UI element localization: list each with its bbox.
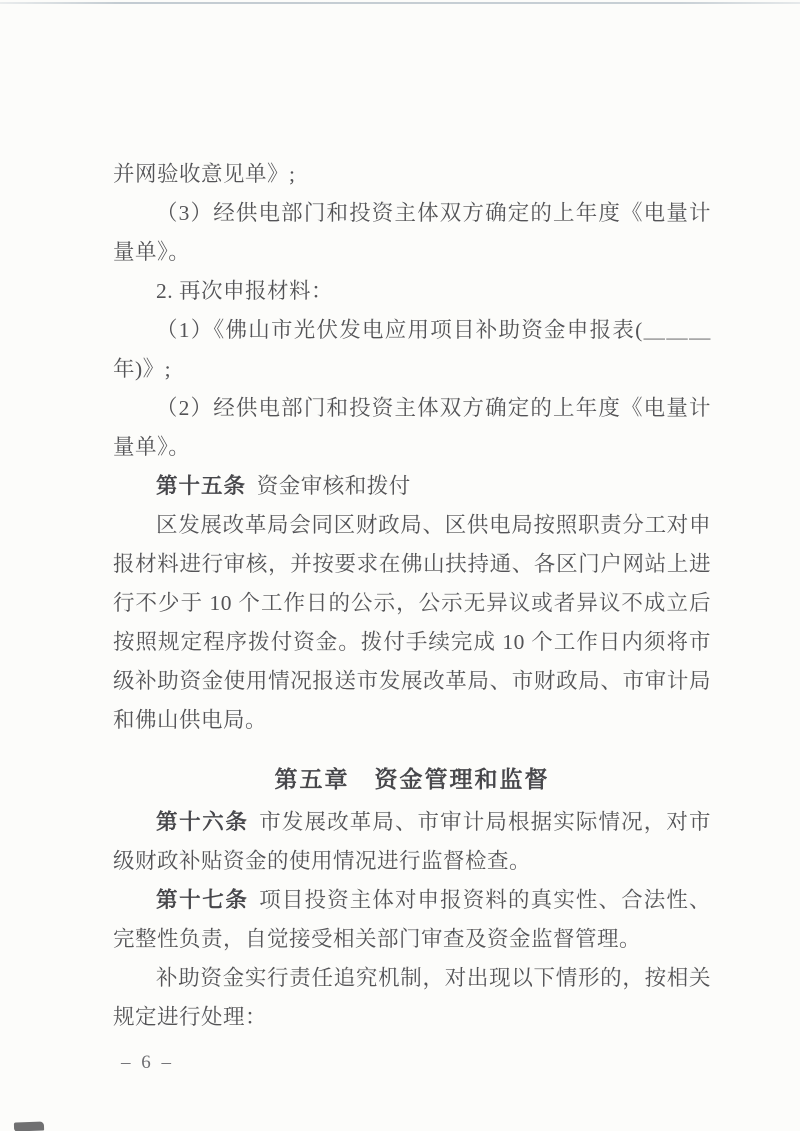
paragraph-article-15-body: 区发展改革局会同区财政局、区供电局按照职责分工对申报材料进行审核，并按要求在佛山扶持通、各区门户网站上进行不少于 10 个工作日的公示，公示无异议或者异议不成立后按照规定程序拨付资金。拨付手续完成 10 个工作日内须将市级补助资金使用情况报送市发展改革局、市财政局、市审计局和佛山供电局。 (113, 513, 711, 732)
paragraph-resubmit-item-2: （2）经供电部门和投资主体双方确定的上年度《电量计量单》。 (113, 396, 711, 459)
article-17-label: 第十七条 (156, 888, 249, 912)
chapter-5-heading: 第五章 资金管理和监督 (274, 766, 550, 792)
paragraph-article-16 (113, 803, 711, 881)
paragraph-accountability: 补助资金实行责任追究机制，对出现以下情形的，按相关规定进行处理： (113, 966, 711, 1029)
paragraph-article-17 (113, 881, 711, 959)
article-15-label: 第十五条 (156, 474, 247, 498)
article-15-title: 资金审核和拨付 (256, 474, 411, 498)
scan-smudge-artifact (14, 1121, 44, 1131)
paragraph-resubmit-item-1: （1）《佛山市光伏发电应用项目补助资金申报表(＿＿＿年)》; (113, 318, 711, 381)
document-body (113, 155, 711, 1037)
paragraph-resubmission-heading: 2. 再次申报材料： (156, 279, 334, 303)
article-17-body: 项目投资主体对申报资料的真实性、合法性、完整性负责，自觉接受相关部门审查及资金监督管理。 (113, 888, 711, 951)
article-16-label: 第十六条 (156, 810, 249, 834)
paragraph-item-3: （3）经供电部门和投资主体双方确定的上年度《电量计量单》。 (113, 201, 711, 264)
article-16-body: 市发展改革局、市审计局根据实际情况，对市级财政补贴资金的使用情况进行监督检查。 (113, 810, 711, 873)
scan-edge-artifact (0, 2, 800, 4)
paragraph-grid-acceptance-continuation: 并网验收意见单》; (113, 162, 296, 186)
page-number: – 6 – (121, 1052, 174, 1073)
paragraph-article-15-heading (113, 467, 711, 506)
